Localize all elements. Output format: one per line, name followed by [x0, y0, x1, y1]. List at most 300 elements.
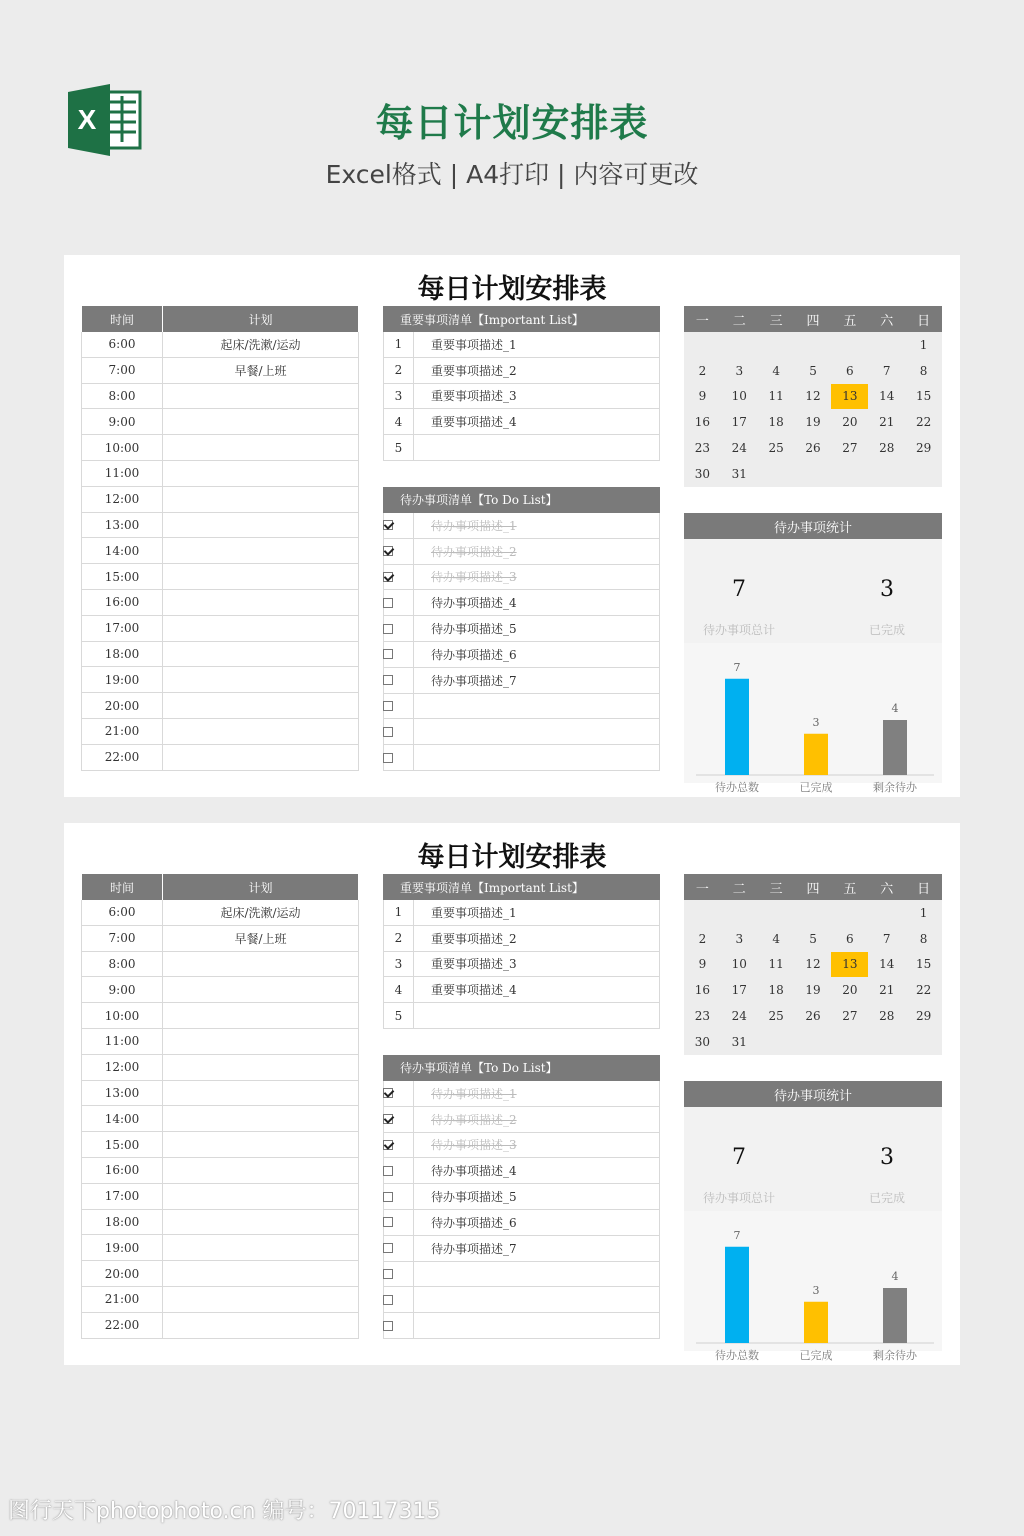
important-row	[383, 358, 660, 384]
calendar-day[interactable]: 29	[915, 441, 932, 456]
time-cell: 16:00	[81, 590, 163, 615]
calendar-empty-day	[868, 461, 905, 487]
calendar-empty-day	[795, 900, 832, 926]
chart-category-label: 已完成	[799, 781, 833, 794]
calendar-day[interactable]: 24	[731, 1009, 747, 1024]
calendar-empty-day	[868, 332, 905, 358]
calendar-day[interactable]: 23	[694, 441, 711, 456]
todo-description[interactable]: 待办事项描述_7	[414, 1236, 660, 1261]
time-cell: 6:00	[81, 332, 163, 357]
plan-cell[interactable]	[163, 1003, 359, 1028]
plan-cell[interactable]: 起床/洗漱/运动	[163, 900, 359, 925]
schedule-row	[81, 1210, 359, 1236]
calendar-weekday: 四	[806, 881, 820, 897]
stats-total-label: 待办事项总计	[702, 1191, 775, 1205]
todo-row	[383, 590, 660, 616]
plan-cell[interactable]	[163, 1106, 359, 1131]
calendar-empty-day	[795, 332, 832, 358]
calendar-day[interactable]: 22	[915, 415, 932, 430]
important-description[interactable]: 重要事项描述_1	[414, 900, 660, 925]
important-description[interactable]: 重要事项描述_1	[414, 332, 660, 357]
chart-data-label: 4	[891, 702, 899, 715]
todo-checkbox[interactable]	[383, 1166, 393, 1176]
calendar-day[interactable]: 2	[698, 931, 707, 946]
calendar-day[interactable]: 30	[694, 1034, 711, 1049]
schedule-row	[81, 1313, 359, 1339]
calendar-day[interactable]: 28	[879, 441, 895, 456]
calendar-weekday: 六	[880, 313, 894, 329]
calendar-day[interactable]: 1	[919, 337, 928, 352]
calendar-day[interactable]: 15	[915, 957, 932, 972]
calendar-day[interactable]: 14	[879, 389, 895, 404]
calendar-empty-day	[868, 1029, 905, 1055]
important-number: 4	[383, 977, 414, 1002]
todo-description[interactable]: 待办事项描述_5	[414, 616, 660, 641]
calendar-day[interactable]: 20	[842, 415, 858, 430]
todo-checkbox-cell	[383, 1262, 414, 1287]
todo-checkbox-cell	[383, 565, 414, 590]
calendar-day[interactable]: 19	[805, 415, 821, 430]
schedule-row	[81, 1055, 359, 1081]
todo-checkbox-cell	[383, 590, 414, 615]
schedule-header-row	[81, 306, 359, 332]
plan-cell[interactable]: 早餐/上班	[163, 358, 359, 383]
calendar-day[interactable]: 10	[731, 389, 747, 404]
time-cell: 22:00	[81, 1313, 163, 1338]
stats-bar-chart	[684, 1211, 942, 1362]
todo-checkbox[interactable]	[383, 1295, 393, 1305]
schedule-row	[81, 667, 359, 693]
todo-checkbox-cell	[383, 1184, 414, 1209]
plan-cell[interactable]	[163, 1184, 359, 1209]
calendar-day[interactable]: 31	[731, 1034, 747, 1049]
important-description[interactable]	[414, 1003, 660, 1028]
todo-description[interactable]: 待办事项描述_4	[414, 590, 660, 615]
calendar-day[interactable]: 3	[735, 931, 744, 946]
calendar-day[interactable]: 4	[772, 931, 780, 946]
todo-description[interactable]	[414, 694, 660, 719]
todo-checkbox-cell	[383, 1236, 414, 1261]
time-cell: 20:00	[81, 1261, 163, 1286]
column-header-plan: 计划	[163, 874, 359, 900]
todo-checkbox-cell	[383, 719, 414, 744]
calendar-day[interactable]: 16	[694, 415, 711, 430]
todo-row	[383, 1158, 660, 1184]
calendar-week	[684, 461, 942, 487]
chart-data-label: 3	[812, 1283, 820, 1297]
calendar-day[interactable]: 21	[879, 983, 895, 998]
calendar-days	[684, 332, 942, 487]
time-cell: 15:00	[81, 564, 163, 589]
plan-cell[interactable]	[163, 642, 359, 667]
todo-checkbox[interactable]	[383, 572, 393, 582]
calendar-day[interactable]: 4	[772, 363, 780, 378]
important-row	[383, 435, 660, 461]
todo-description[interactable]: 待办事项描述_4	[414, 1158, 660, 1183]
time-cell: 13:00	[81, 1081, 163, 1106]
plan-cell[interactable]	[163, 538, 359, 563]
important-description[interactable]: 重要事项描述_3	[414, 952, 660, 977]
time-cell: 16:00	[81, 1158, 163, 1183]
calendar-day[interactable]: 14	[879, 957, 895, 972]
calendar-day[interactable]: 25	[768, 1009, 784, 1024]
calendar-day[interactable]: 8	[919, 363, 928, 378]
plan-cell[interactable]	[163, 409, 359, 434]
plan-cell[interactable]	[163, 719, 359, 744]
important-row	[383, 900, 660, 926]
calendar-day[interactable]: 5	[809, 931, 817, 946]
important-list-body	[383, 900, 660, 1029]
calendar-empty-day	[684, 332, 721, 358]
calendar-day[interactable]: 27	[842, 1009, 858, 1024]
stats-header: 待办事项统计	[684, 1081, 942, 1107]
calendar-day[interactable]: 31	[731, 466, 747, 481]
todo-checkbox-cell	[383, 539, 414, 564]
todo-description[interactable]	[414, 1313, 660, 1338]
chart-bar	[804, 1302, 828, 1343]
schedule-row	[81, 1132, 359, 1158]
calendar-day[interactable]: 16	[694, 983, 711, 998]
plan-cell[interactable]	[163, 513, 359, 538]
chart-bar	[883, 1288, 907, 1343]
important-row	[383, 409, 660, 435]
calendar-weekday: 一	[695, 313, 709, 329]
calendar-weekday-header	[684, 306, 942, 332]
calendar-day[interactable]: 19	[805, 983, 821, 998]
important-description[interactable]: 重要事项描述_4	[414, 977, 660, 1002]
plan-cell[interactable]	[163, 1055, 359, 1080]
todo-description[interactable]: 待办事项描述_2	[414, 1107, 660, 1132]
calendar-day[interactable]: 12	[805, 957, 821, 972]
todo-description[interactable]	[414, 1287, 660, 1312]
calendar-day[interactable]: 9	[698, 957, 707, 972]
important-description[interactable]: 重要事项描述_2	[414, 926, 660, 951]
todo-description[interactable]	[414, 745, 660, 770]
calendar-day[interactable]: 8	[919, 931, 928, 946]
schedule-row	[81, 332, 359, 358]
todo-list-body	[383, 513, 660, 771]
time-cell: 10:00	[81, 1003, 163, 1028]
calendar-empty-day	[795, 1029, 832, 1055]
plan-cell[interactable]	[163, 1313, 359, 1338]
calendar-weekday: 五	[843, 313, 857, 329]
todo-row	[383, 1262, 660, 1288]
calendar-empty-day	[905, 1029, 942, 1055]
plan-cell[interactable]	[163, 693, 359, 718]
todo-row	[383, 1107, 660, 1133]
time-cell: 18:00	[81, 1210, 163, 1235]
plan-cell[interactable]	[163, 435, 359, 460]
todo-checkbox[interactable]	[383, 1243, 393, 1253]
todo-description[interactable]: 待办事项描述_5	[414, 1184, 660, 1209]
plan-cell[interactable]	[163, 564, 359, 589]
chart-data-label: 7	[733, 660, 741, 674]
todo-description[interactable]: 待办事项描述_6	[414, 642, 660, 667]
calendar-day[interactable]: 3	[735, 363, 744, 378]
calendar-weekday: 日	[917, 881, 931, 897]
important-number: 4	[383, 409, 414, 434]
calendar-day[interactable]: 26	[805, 441, 821, 456]
schedule-row	[81, 1184, 359, 1210]
time-cell: 14:00	[81, 1106, 163, 1131]
todo-row	[383, 1313, 660, 1339]
time-cell: 12:00	[81, 487, 163, 512]
schedule-row	[81, 384, 359, 410]
schedule-row	[81, 1261, 359, 1287]
todo-row	[383, 1236, 660, 1262]
calendar-day[interactable]: 6	[846, 363, 854, 378]
todo-row	[383, 694, 660, 720]
calendar-day[interactable]: 5	[809, 363, 817, 378]
chart-bar	[725, 679, 749, 775]
chart-category-label: 剩余待办	[873, 1349, 917, 1362]
todo-checkbox[interactable]	[383, 624, 393, 634]
time-cell: 21:00	[81, 719, 163, 744]
todo-row	[383, 668, 660, 694]
todo-checkbox[interactable]	[383, 649, 393, 659]
plan-cell[interactable]	[163, 461, 359, 486]
plan-cell[interactable]	[163, 1235, 359, 1260]
sheet-preview-2	[64, 823, 960, 1365]
todo-description[interactable]: 待办事项描述_7	[414, 668, 660, 693]
plan-cell[interactable]	[163, 1210, 359, 1235]
time-cell: 12:00	[81, 1055, 163, 1080]
todo-checkbox[interactable]	[383, 701, 393, 711]
plan-cell[interactable]	[163, 590, 359, 615]
calendar-day[interactable]: 2	[698, 363, 707, 378]
stats-header: 待办事项统计	[684, 513, 942, 539]
schedule-table	[81, 874, 359, 1339]
stats-done-label: 已完成	[868, 623, 905, 637]
calendar-empty-day	[831, 461, 868, 487]
todo-checkbox-cell	[383, 1210, 414, 1235]
calendar-weekday: 五	[843, 881, 857, 897]
calendar-day[interactable]: 25	[768, 441, 784, 456]
calendar-day[interactable]: 11	[768, 389, 784, 404]
todo-checkbox[interactable]	[383, 675, 393, 685]
page-subtitle: Excel格式 | A4打印 | 内容可更改	[325, 160, 699, 189]
calendar-empty-day	[868, 900, 905, 926]
time-cell: 8:00	[81, 952, 163, 977]
chart-data-label: 7	[733, 1228, 741, 1242]
calendar-day[interactable]: 17	[731, 415, 747, 430]
plan-cell[interactable]	[163, 616, 359, 641]
calendar-day[interactable]: 29	[915, 1009, 932, 1024]
plan-cell[interactable]	[163, 384, 359, 409]
todo-checkbox[interactable]	[383, 1217, 393, 1227]
todo-list-body	[383, 1081, 660, 1339]
todo-row	[383, 642, 660, 668]
schedule-row	[81, 745, 359, 771]
calendar-day[interactable]: 11	[768, 957, 784, 972]
stats-total-value: 7	[732, 577, 746, 602]
calendar-weekday: 日	[917, 313, 931, 329]
calendar-week	[684, 332, 942, 358]
schedule-row	[81, 513, 359, 539]
plan-cell[interactable]	[163, 667, 359, 692]
calendar-empty-day	[721, 332, 758, 358]
stats-done-value: 3	[880, 577, 894, 602]
todo-checkbox[interactable]	[383, 1088, 393, 1098]
important-description[interactable]: 重要事项描述_4	[414, 409, 660, 434]
calendar-empty-day	[758, 332, 795, 358]
calendar-day[interactable]: 10	[731, 957, 747, 972]
column-header-time: 时间	[81, 874, 163, 900]
plan-cell[interactable]	[163, 952, 359, 977]
plan-cell[interactable]	[163, 977, 359, 1002]
calendar-week	[684, 358, 942, 384]
todo-checkbox[interactable]	[383, 1192, 393, 1202]
calendar-day[interactable]: 1	[919, 905, 928, 920]
calendar-week	[684, 435, 942, 461]
time-cell: 9:00	[81, 409, 163, 434]
calendar-day[interactable]: 24	[731, 441, 747, 456]
schedule-row	[81, 900, 359, 926]
stats-total-label: 待办事项总计	[702, 623, 775, 637]
time-cell: 19:00	[81, 667, 163, 692]
schedule-row	[81, 693, 359, 719]
todo-checkbox-cell	[383, 1107, 414, 1132]
calendar	[684, 306, 942, 487]
calendar-week	[684, 952, 942, 978]
sheet-title: 每日计划安排表	[417, 274, 607, 305]
plan-cell[interactable]	[163, 745, 359, 770]
calendar-day[interactable]: 12	[805, 389, 821, 404]
plan-cell[interactable]	[163, 1158, 359, 1183]
time-cell: 8:00	[81, 384, 163, 409]
important-list-header: 重要事项清单【Important List】	[383, 306, 660, 332]
important-number: 3	[383, 384, 414, 409]
important-row	[383, 1003, 660, 1029]
calendar-day-today[interactable]: 13	[831, 952, 868, 978]
stats-done-value: 3	[880, 1145, 894, 1170]
chart-data-label: 3	[812, 715, 820, 729]
important-row	[383, 977, 660, 1003]
calendar-empty-day	[684, 900, 721, 926]
calendar-day[interactable]: 9	[698, 389, 707, 404]
calendar-day[interactable]: 27	[842, 441, 858, 456]
todo-row	[383, 1210, 660, 1236]
calendar-weekday-header	[684, 874, 942, 900]
todo-list-header: 待办事项清单【To Do List】	[383, 1055, 660, 1081]
plan-cell[interactable]	[163, 1132, 359, 1157]
todo-checkbox[interactable]	[383, 598, 393, 608]
todo-description[interactable]: 待办事项描述_2	[414, 539, 660, 564]
time-cell: 17:00	[81, 616, 163, 641]
time-cell: 18:00	[81, 642, 163, 667]
chart-category-label: 已完成	[799, 1349, 833, 1362]
calendar-days	[684, 900, 942, 1055]
important-description[interactable]: 重要事项描述_2	[414, 358, 660, 383]
calendar-weekday: 二	[732, 313, 746, 329]
calendar-weekday: 一	[695, 881, 709, 897]
schedule-header-row	[81, 874, 359, 900]
calendar-day[interactable]: 26	[805, 1009, 821, 1024]
todo-checkbox-cell	[383, 668, 414, 693]
plan-cell[interactable]	[163, 1081, 359, 1106]
todo-row	[383, 1081, 660, 1107]
schedule-row	[81, 1287, 359, 1313]
todo-checkbox[interactable]	[383, 1114, 393, 1124]
important-description[interactable]: 重要事项描述_3	[414, 384, 660, 409]
calendar-weekday: 二	[732, 881, 746, 897]
calendar-day[interactable]: 6	[846, 931, 854, 946]
todo-description[interactable]: 待办事项描述_6	[414, 1210, 660, 1235]
important-row	[383, 952, 660, 978]
calendar-day[interactable]: 28	[879, 1009, 895, 1024]
todo-checkbox-cell	[383, 1313, 414, 1338]
schedule-row	[81, 461, 359, 487]
calendar-day[interactable]: 7	[882, 363, 891, 378]
schedule-row	[81, 1081, 359, 1107]
schedule-row	[81, 487, 359, 513]
chart-category-label: 待办总数	[715, 781, 759, 794]
time-cell: 19:00	[81, 1235, 163, 1260]
time-cell: 17:00	[81, 1184, 163, 1209]
stats-total-value: 7	[732, 1145, 746, 1170]
calendar-empty-day	[795, 461, 832, 487]
todo-row	[383, 719, 660, 745]
plan-cell[interactable]	[163, 1287, 359, 1312]
calendar-day[interactable]: 17	[731, 983, 747, 998]
todo-checkbox[interactable]	[383, 727, 393, 737]
todo-checkbox[interactable]	[383, 1269, 393, 1279]
calendar-day[interactable]: 22	[915, 983, 932, 998]
calendar-day[interactable]: 23	[694, 1009, 711, 1024]
todo-checkbox[interactable]	[383, 753, 393, 763]
schedule-row	[81, 719, 359, 745]
todo-checkbox[interactable]	[383, 1321, 393, 1331]
todo-checkbox-cell	[383, 642, 414, 667]
calendar-day[interactable]: 15	[915, 389, 932, 404]
plan-cell[interactable]: 起床/洗漱/运动	[163, 332, 359, 357]
calendar-day[interactable]: 30	[694, 466, 711, 481]
calendar-day[interactable]: 7	[882, 931, 891, 946]
todo-description[interactable]: 待办事项描述_3	[414, 1133, 660, 1158]
schedule-row	[81, 1003, 359, 1029]
todo-description[interactable]	[414, 719, 660, 744]
todo-checkbox[interactable]	[383, 520, 393, 530]
important-number: 1	[383, 332, 414, 357]
todo-description[interactable]	[414, 1262, 660, 1287]
important-number: 5	[383, 1003, 414, 1028]
plan-cell[interactable]	[163, 1029, 359, 1054]
todo-row	[383, 539, 660, 565]
calendar-day[interactable]: 18	[768, 415, 784, 430]
calendar-day-today[interactable]: 13	[831, 384, 868, 410]
todo-checkbox[interactable]	[383, 1140, 393, 1150]
calendar-weekday: 六	[880, 881, 894, 897]
todo-description[interactable]: 待办事项描述_1	[414, 1081, 660, 1106]
calendar-empty-day	[905, 461, 942, 487]
plan-cell[interactable]	[163, 1261, 359, 1286]
plan-cell[interactable]: 早餐/上班	[163, 926, 359, 951]
calendar-empty-day	[758, 461, 795, 487]
todo-checkbox[interactable]	[383, 546, 393, 556]
calendar-week	[684, 926, 942, 952]
calendar-day[interactable]: 20	[842, 983, 858, 998]
schedule-row	[81, 1106, 359, 1132]
todo-description[interactable]: 待办事项描述_3	[414, 565, 660, 590]
todo-description[interactable]: 待办事项描述_1	[414, 513, 660, 538]
calendar-day[interactable]: 21	[879, 415, 895, 430]
stats-bar-chart	[684, 643, 942, 794]
important-description[interactable]	[414, 435, 660, 460]
calendar-day[interactable]: 18	[768, 983, 784, 998]
time-cell: 21:00	[81, 1287, 163, 1312]
plan-cell[interactable]	[163, 487, 359, 512]
schedule-row	[81, 616, 359, 642]
